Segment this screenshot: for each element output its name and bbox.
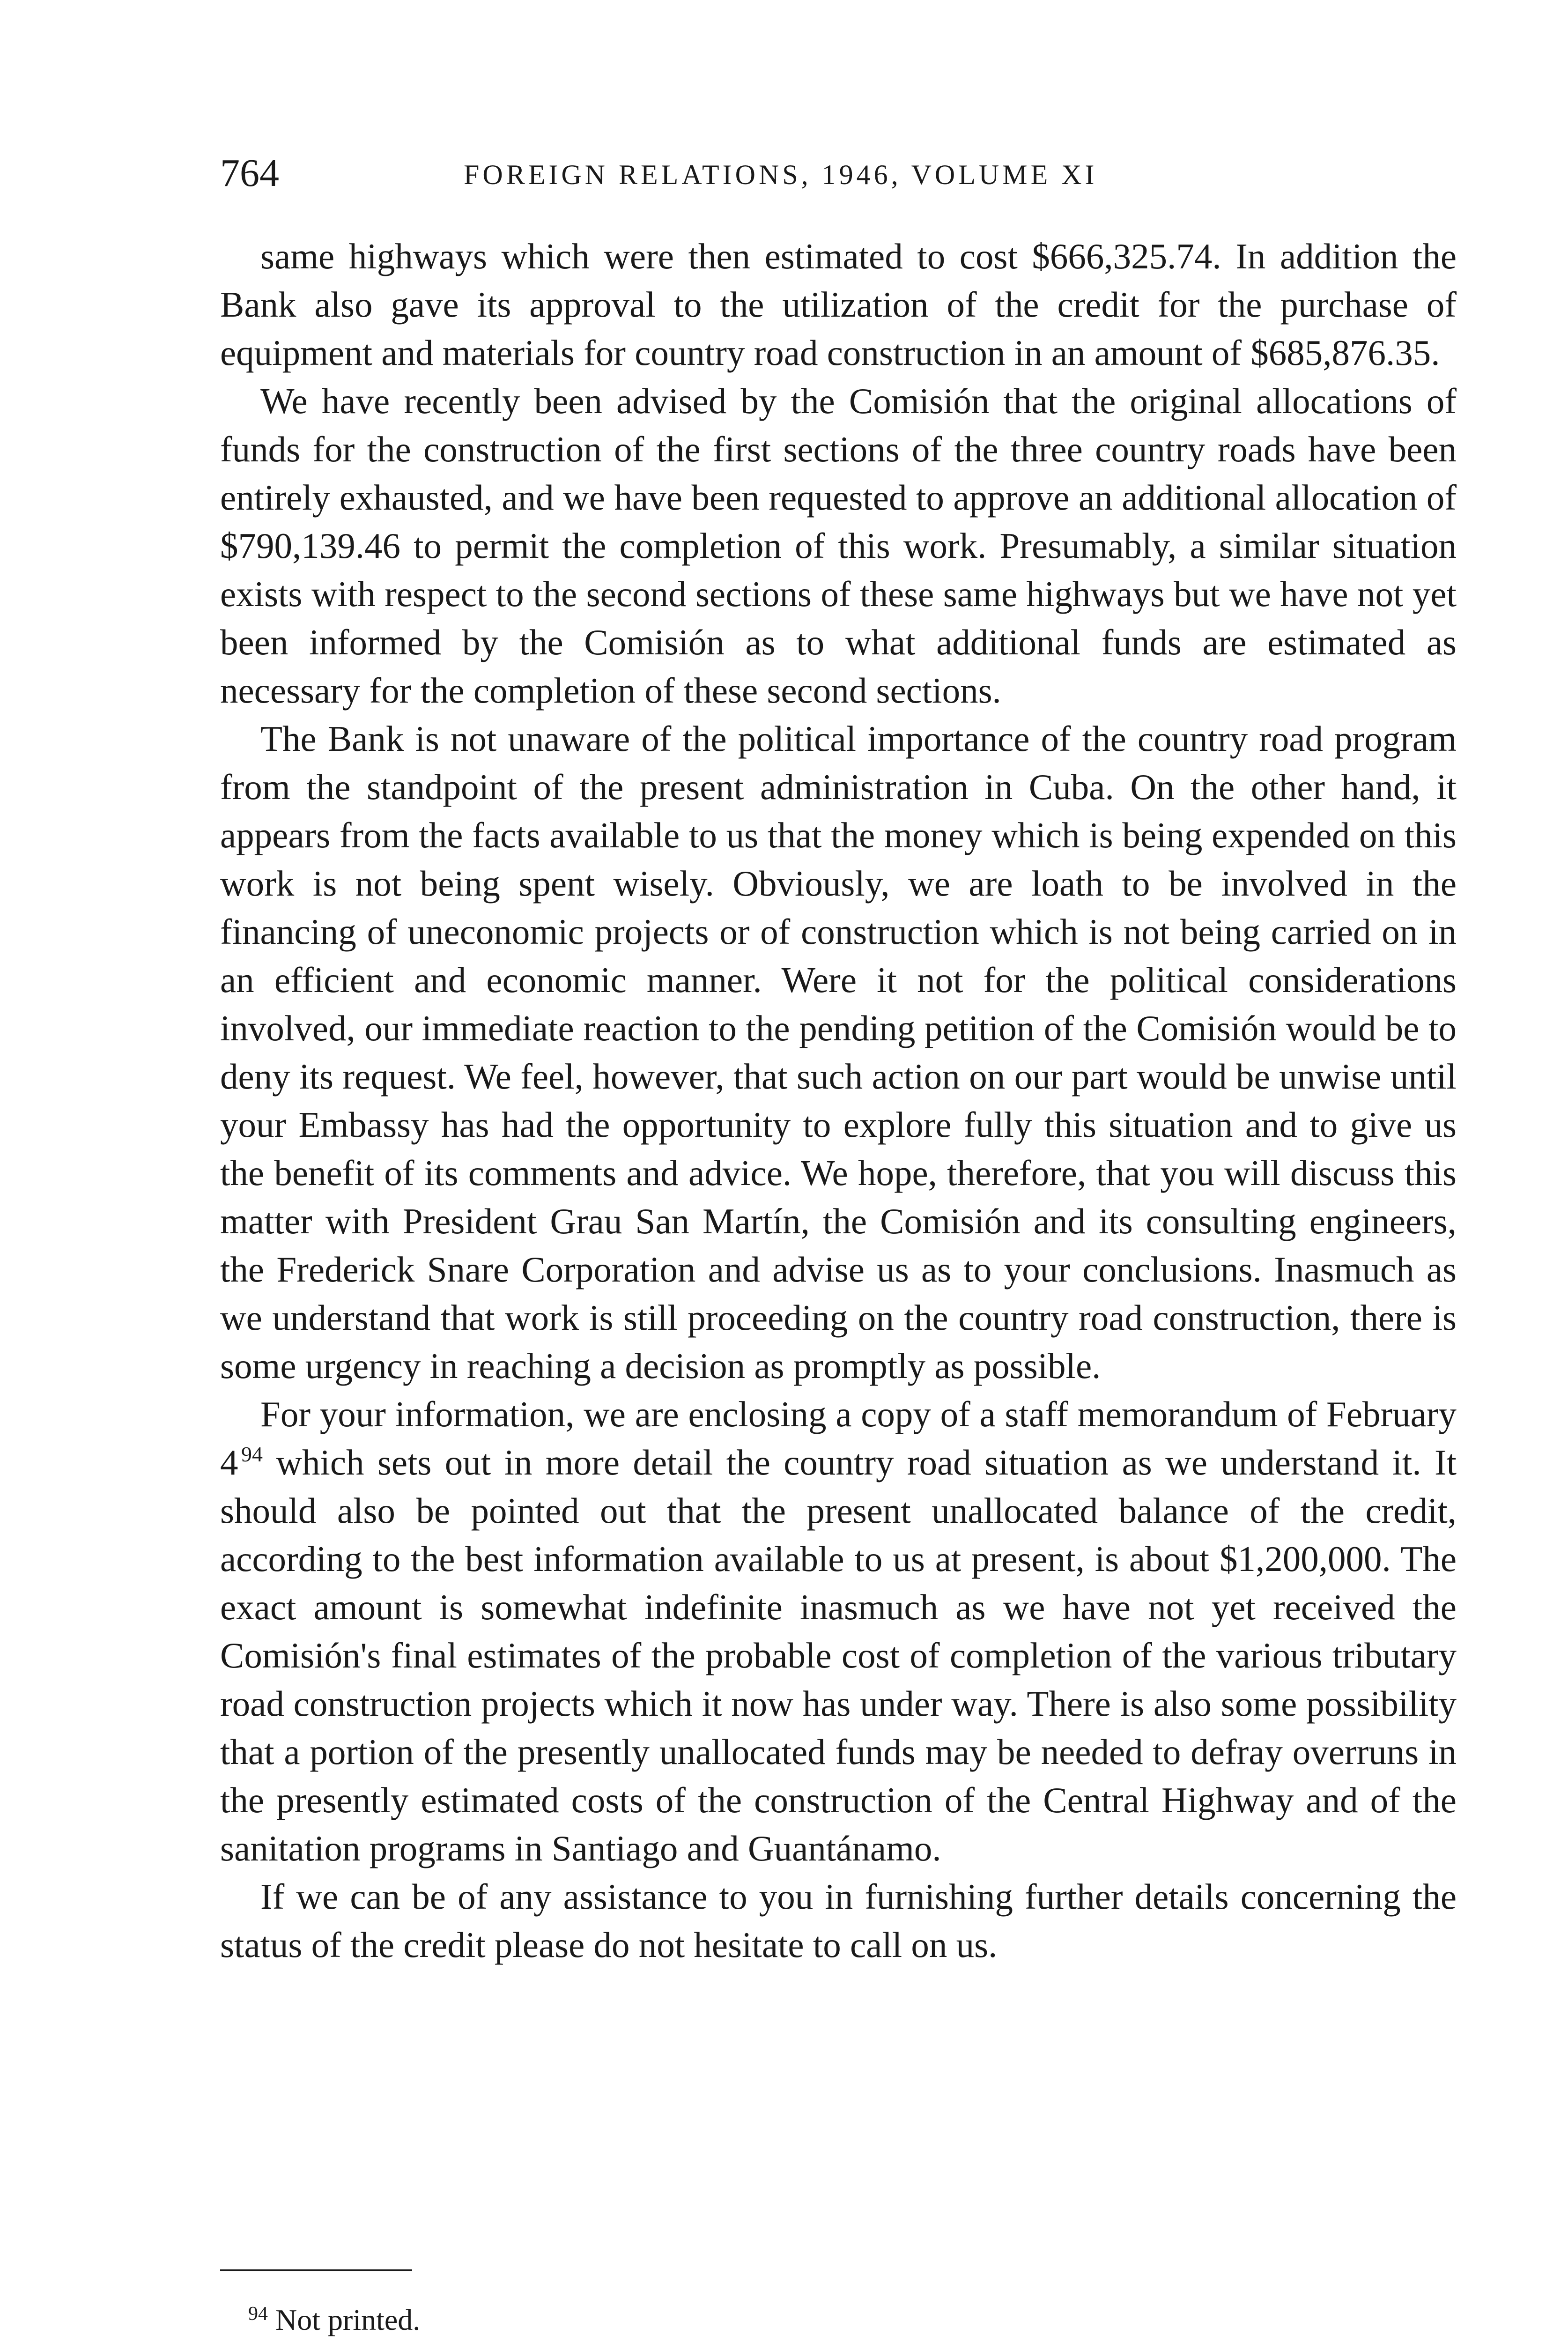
footnote-reference: 94 xyxy=(241,1442,263,1466)
footnote-divider xyxy=(220,2269,412,2271)
running-title: FOREIGN RELATIONS, 1946, VOLUME XI xyxy=(464,159,1098,190)
body-text xyxy=(220,232,1457,1969)
paragraph xyxy=(220,1390,1457,1873)
footnote-mark: 94 xyxy=(248,2303,268,2325)
page-number: 764 xyxy=(220,151,279,195)
footnote xyxy=(248,2300,420,2340)
paragraph: same highways which were then estimated to cost $666,325.74. In addition the Bank also gave its approval to the utilization of the credit for the purchase of equipment and materials for country road construction in an amount of $685,876.35. xyxy=(220,236,1457,373)
footnote-text: Not printed. xyxy=(275,2303,421,2336)
paragraph-text: which sets out in more detail the country road situation as we understand it. It should also be pointed out that the present unallocated balance of the credit, according to the best information available to us at present, is about $1,200,000. The exact amount is somewhat indefinite inasmuch as we have not yet received the Comisión's final estimates of the probable cost of completion of the various tributary road construction projects which it now has under way. There is also some possibility that a portion of the presently unallocated funds may be needed to defray overruns in the presently estimated costs of the construction of the Central Highway and of the sanitation programs in Santiago and Guantánamo. xyxy=(220,1442,1457,1868)
paragraph-text: For your information, we are enclosing a copy of a staff memorandum of February 4 xyxy=(220,1394,1457,1482)
paragraph: If we can be of any assistance to you in furnishing further details concerning the status of the credit please do not hesitate to call on us. xyxy=(220,1876,1457,1965)
paragraph: We have recently been advised by the Comisión that the original allocations of funds for the construction of the first sections of the three country roads have been entirely exhausted, and we have been requested to approve an additional allocation of $790,139.46 to permit the completion of this work. Presumably, a similar situation exists with respect to the second sections of these same highways but we have not yet been informed by the Comisión as to what additional funds are estimated as necessary for the completion of these second sections. xyxy=(220,381,1457,711)
paragraph: The Bank is not unaware of the political importance of the country road program from the standpoint of the present administration in Cuba. On the other hand, it appears from the facts available to us that the money which is being expended on this work is not being spent wisely. Obviously, we are loath to be involved in the financing of uneconomic projects or of construction which is not being carried on in an efficient and economic manner. Were it not for the political considerations involved, our immediate reaction to the pending petition of the Comisión would be to deny its request. We feel, however, that such action on our part would be unwise until your Embassy has had the opportunity to explore fully this situation and to give us the benefit of its comments and advice. We hope, therefore, that you will discuss this matter with President Grau San Martín, the Comisión and its consulting engineers, the Frederick Snare Corporation and advise us as to your conclusions. Inasmuch as we understand that work is still proceeding on the country road construction, there is some urgency in reaching a decision as promptly as possible. xyxy=(220,719,1457,1386)
page-header xyxy=(220,150,1457,197)
